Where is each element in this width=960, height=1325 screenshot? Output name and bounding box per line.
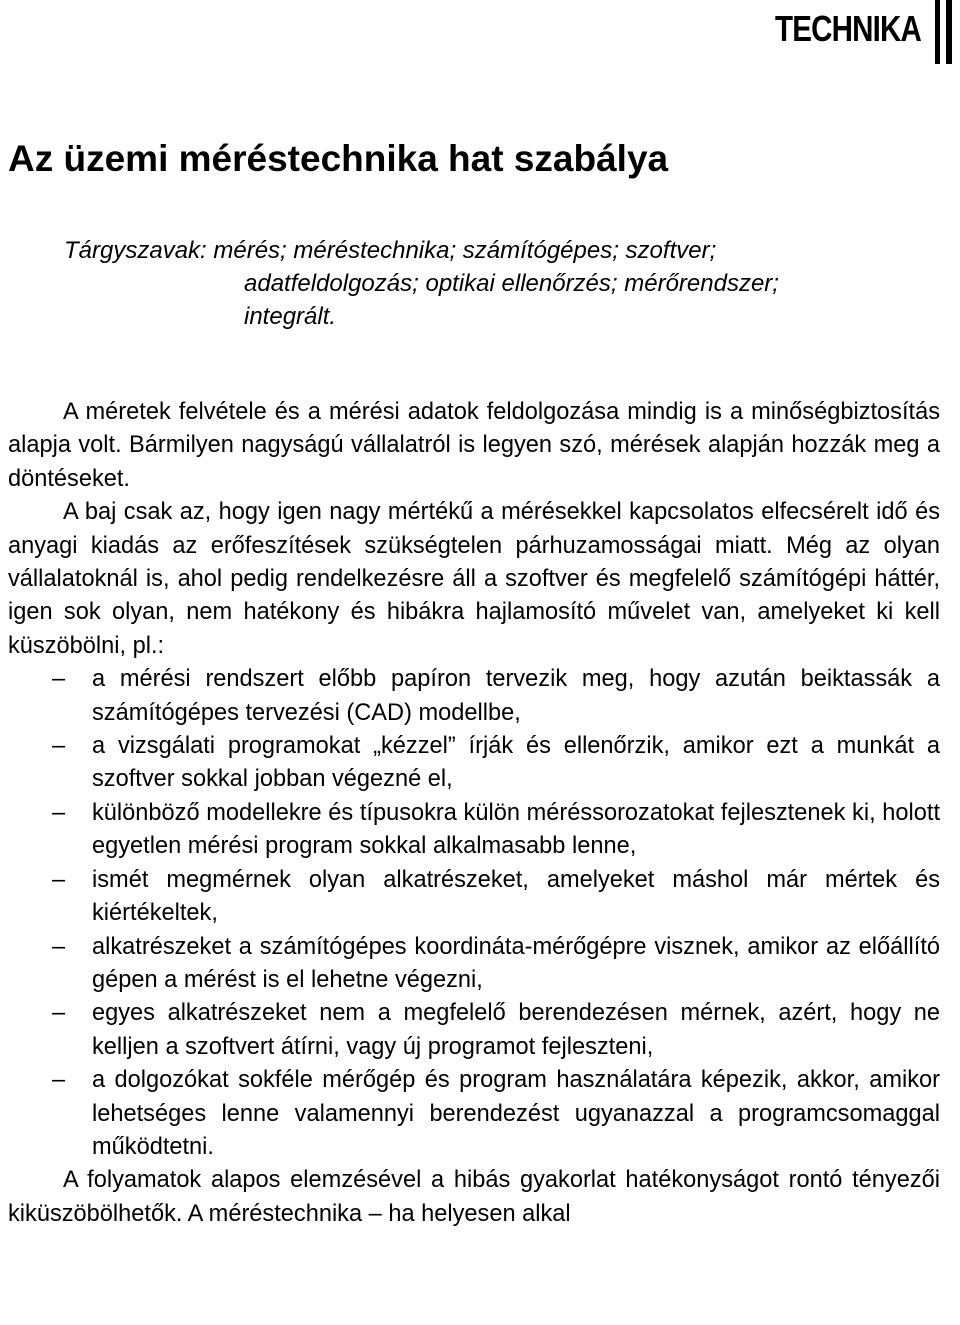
dash-bullet: – [52,1067,66,1094]
keywords-line: integrált. [244,303,337,330]
list-item [8,997,940,1064]
keywords-line: Tárgyszavak: mérés; méréstechnika; számítógépes; szoftver; [64,237,717,264]
list-item-text: különböző modellekre és típusokra külön méréssorozatokat fejlesztenek ki, holott egyetlen mérési program sokkal alkalmasabb lenne, [92,799,940,860]
list-item-text: a dolgozókat sokféle mérőgép és program használatára képezik, akkor, amikor lehetséges lenne valamennyi berendezést ugyanazzal a programcsomaggal működtetni. [92,1067,940,1160]
dash-bullet: – [52,733,66,760]
keywords-line: adatfeldolgozás; optikai ellenőrzés; mérőrendszer; [244,270,779,297]
page-header [743,0,960,58]
list-item-text: a vizsgálati programokat „kézzel” írják és ellenőrzik, amikor ezt a munkát a szoftver sokkal jobban végezné el, [92,733,940,793]
dash-bullet: – [52,1000,66,1027]
intro-paragraph: A méretek felvétele és a mérési adatok feldolgozása mindig is a minőségbiztosítás alapja volt. Bármilyen nagyságú vállalatról is legyen szó, mérések alapján hozzák meg a döntéseket. [8,399,940,492]
list-item-text: ismét megmérnek olyan alkatrészeket, amelyeket máshol már mértek és kiértékeltek, [92,866,940,927]
list-item-text: alkatrészeket a számítógépes koordináta-mérőgépre visznek, amikor az előállító gépen a mérést is el lehetne végezni, [92,933,940,993]
list-item [8,730,940,797]
list-item [8,663,940,730]
keywords-block [64,234,894,333]
header-bar [935,0,940,64]
header-decoration-bars [935,0,952,64]
problem-paragraph: A baj csak az, hogy igen nagy mértékű a mérésekkel kapcsolatos elfecsérelt idő és anyagi kiadás az erőfeszítések szükségtelen párhuzamosságai miatt. Még az olyan vállalatoknál is, ahol pedig rendelkezésre áll a szoftver és megfelelő számítógépi háttér, igen sok olyan, nem hatékony és hibákra hajlamosító művelet van, amelyeket ki kell küszöbölni, pl.: [8,499,940,659]
dash-bullet: – [52,666,66,693]
problem-list [8,663,940,1164]
section-label: TECHNIKA [775,8,921,49]
header-bar [946,0,952,64]
list-item-text: egyes alkatrészeket nem a megfelelő berendezésen mérnek, azért, hogy ne kelljen a szoftvert átírni, vagy új programot fejleszteni, [92,1000,940,1060]
list-item [8,864,940,931]
article-title: Az üzemi méréstechnika hat szabálya [8,138,669,179]
list-item [8,931,940,998]
dash-bullet: – [52,933,66,960]
list-item-text: a mérési rendszert előbb papíron tervezik meg, hogy azután beiktassák a számítógépes tervezési (CAD) modellbe, [92,666,940,726]
list-item [8,1064,940,1164]
closing-paragraph: A folyamatok alapos elemzésével a hibás gyakorlat hatékonyságot rontó tényezői kiküszöbölhetők. A méréstechnika – ha helyesen alkal [8,1167,940,1227]
dash-bullet: – [52,799,66,826]
list-item [8,797,940,864]
article-body [8,396,940,1231]
dash-bullet: – [52,866,66,893]
